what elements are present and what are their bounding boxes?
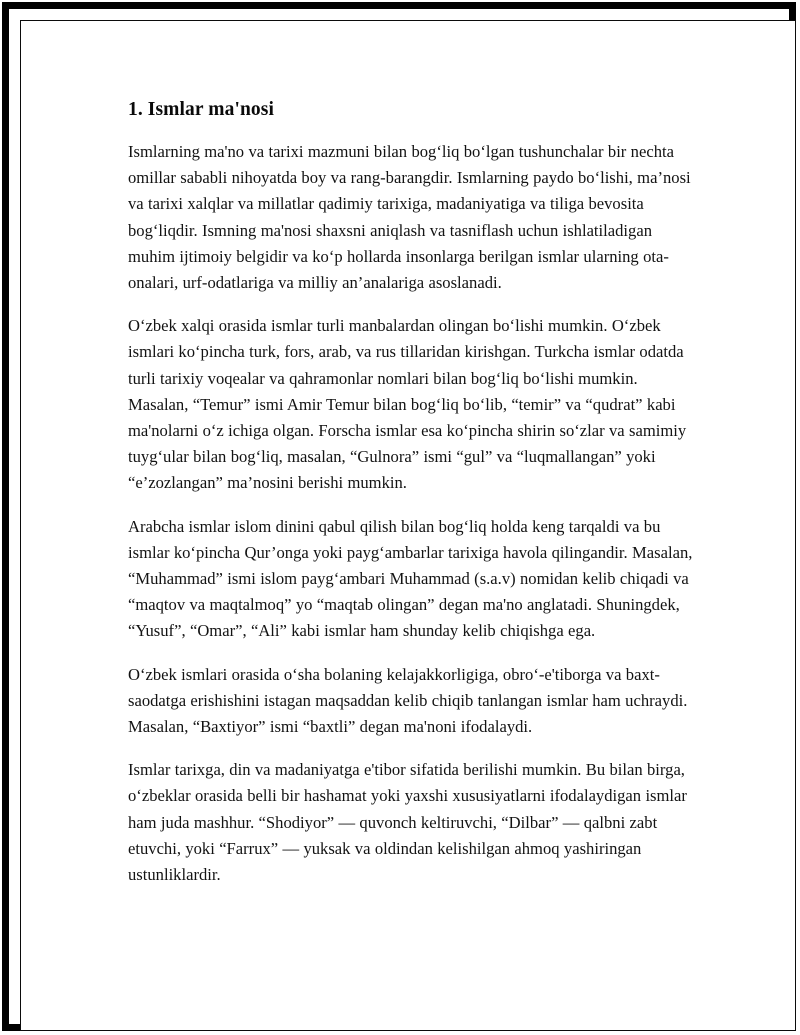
page-title: 1. Ismlar ma'nosi	[128, 99, 274, 120]
document-body	[128, 98, 694, 888]
page-border-frame	[2, 2, 796, 1031]
body-paragraph-1: Ismlarning ma'no va tarixi mazmuni bilan bog‘liq bo‘lgan tushunchalar bir nechta omillar sababli nihoyatda boy va rang-barangdir. Ismlarning paydo bo‘lishi, ma’nosi va tarixi xalqlar va millatlar qadimiy tarixiga, madaniyatiga va tiliga bevosita bog‘liqdir. Ismning ma'nosi shaxsni aniqlash va tasniflash uchun ishlatiladigan muhim ijtimoiy belgidir va ko‘p hollarda insonlarga berilgan ismlar ularning ota-onalari, urf-odatlariga va milliy an’analariga asoslanadi.	[128, 142, 691, 293]
body-paragraph-4: O‘zbek ismlari orasida o‘sha bolaning kelajakkorligiga, obro‘-e'tiborga va baxt-saodatga erishishini istagan maqsaddan kelib chiqib tanlangan ismlar ham uchraydi. Masalan, “Baxtiyor” ismi “baxtli” degan ma'noni ifodalaydi.	[128, 664, 688, 737]
page-inner-rule	[20, 20, 796, 1031]
body-paragraph-5: Ismlar tarixga, din va madaniyatga e'tibor sifatida berilishi mumkin. Bu bilan birga, o‘zbeklar orasida belli bir hashamat yoki yaxshi xususiyatlarni ifodalaydigan ismlar ham juda mashhur. “Shodiyor” — quvonch keltiruvchi, “Dilbar” — qalbni zabt etuvchi, yoki “Farrux” — yuksak va oldindan kelishilgan ahmoq yashiringan ustunliklardir.	[128, 760, 687, 885]
body-paragraph-2: O‘zbek xalqi orasida ismlar turli manbalardan olingan bo‘lishi mumkin. O‘zbek ismlari ko‘pincha turk, fors, arab, va rus tillaridan kirishgan. Turkcha ismlar odatda turli tarixiy voqealar va qahramonlar nomlari bilan bog‘liq bo‘lishi mumkin. Masalan, “Temur” ismi Amir Temur bilan bog‘liq bo‘lib, “temir” va “qudrat” kabi ma'nolarni o‘z ichiga olgan. Forscha ismlar esa ko‘pincha shirin so‘zlar va samimiy tuyg‘ular bilan bog‘liq, masalan, “Gulnora” ismi “gul” va “luqmallangan” yoki “e’zozlangan” ma’nosini berishi mumkin.	[128, 316, 687, 493]
body-paragraph-3: Arabcha ismlar islom dinini qabul qilish bilan bog‘liq holda keng tarqaldi va bu ismlar ko‘pincha Qur’onga yoki payg‘ambarlar tarixiga havola qilingandir. Masalan, “Muhammad” ismi islom payg‘ambari Muhammad (s.a.v) nomidan kelib chiqadi va “maqtov va maqtalmoq” yo “maqtab olingan” degan ma'no anglatadi. Shuningdek, “Yusuf”, “Omar”, “Ali” kabi ismlar ham shunday kelib chiqishga ega.	[128, 516, 693, 641]
